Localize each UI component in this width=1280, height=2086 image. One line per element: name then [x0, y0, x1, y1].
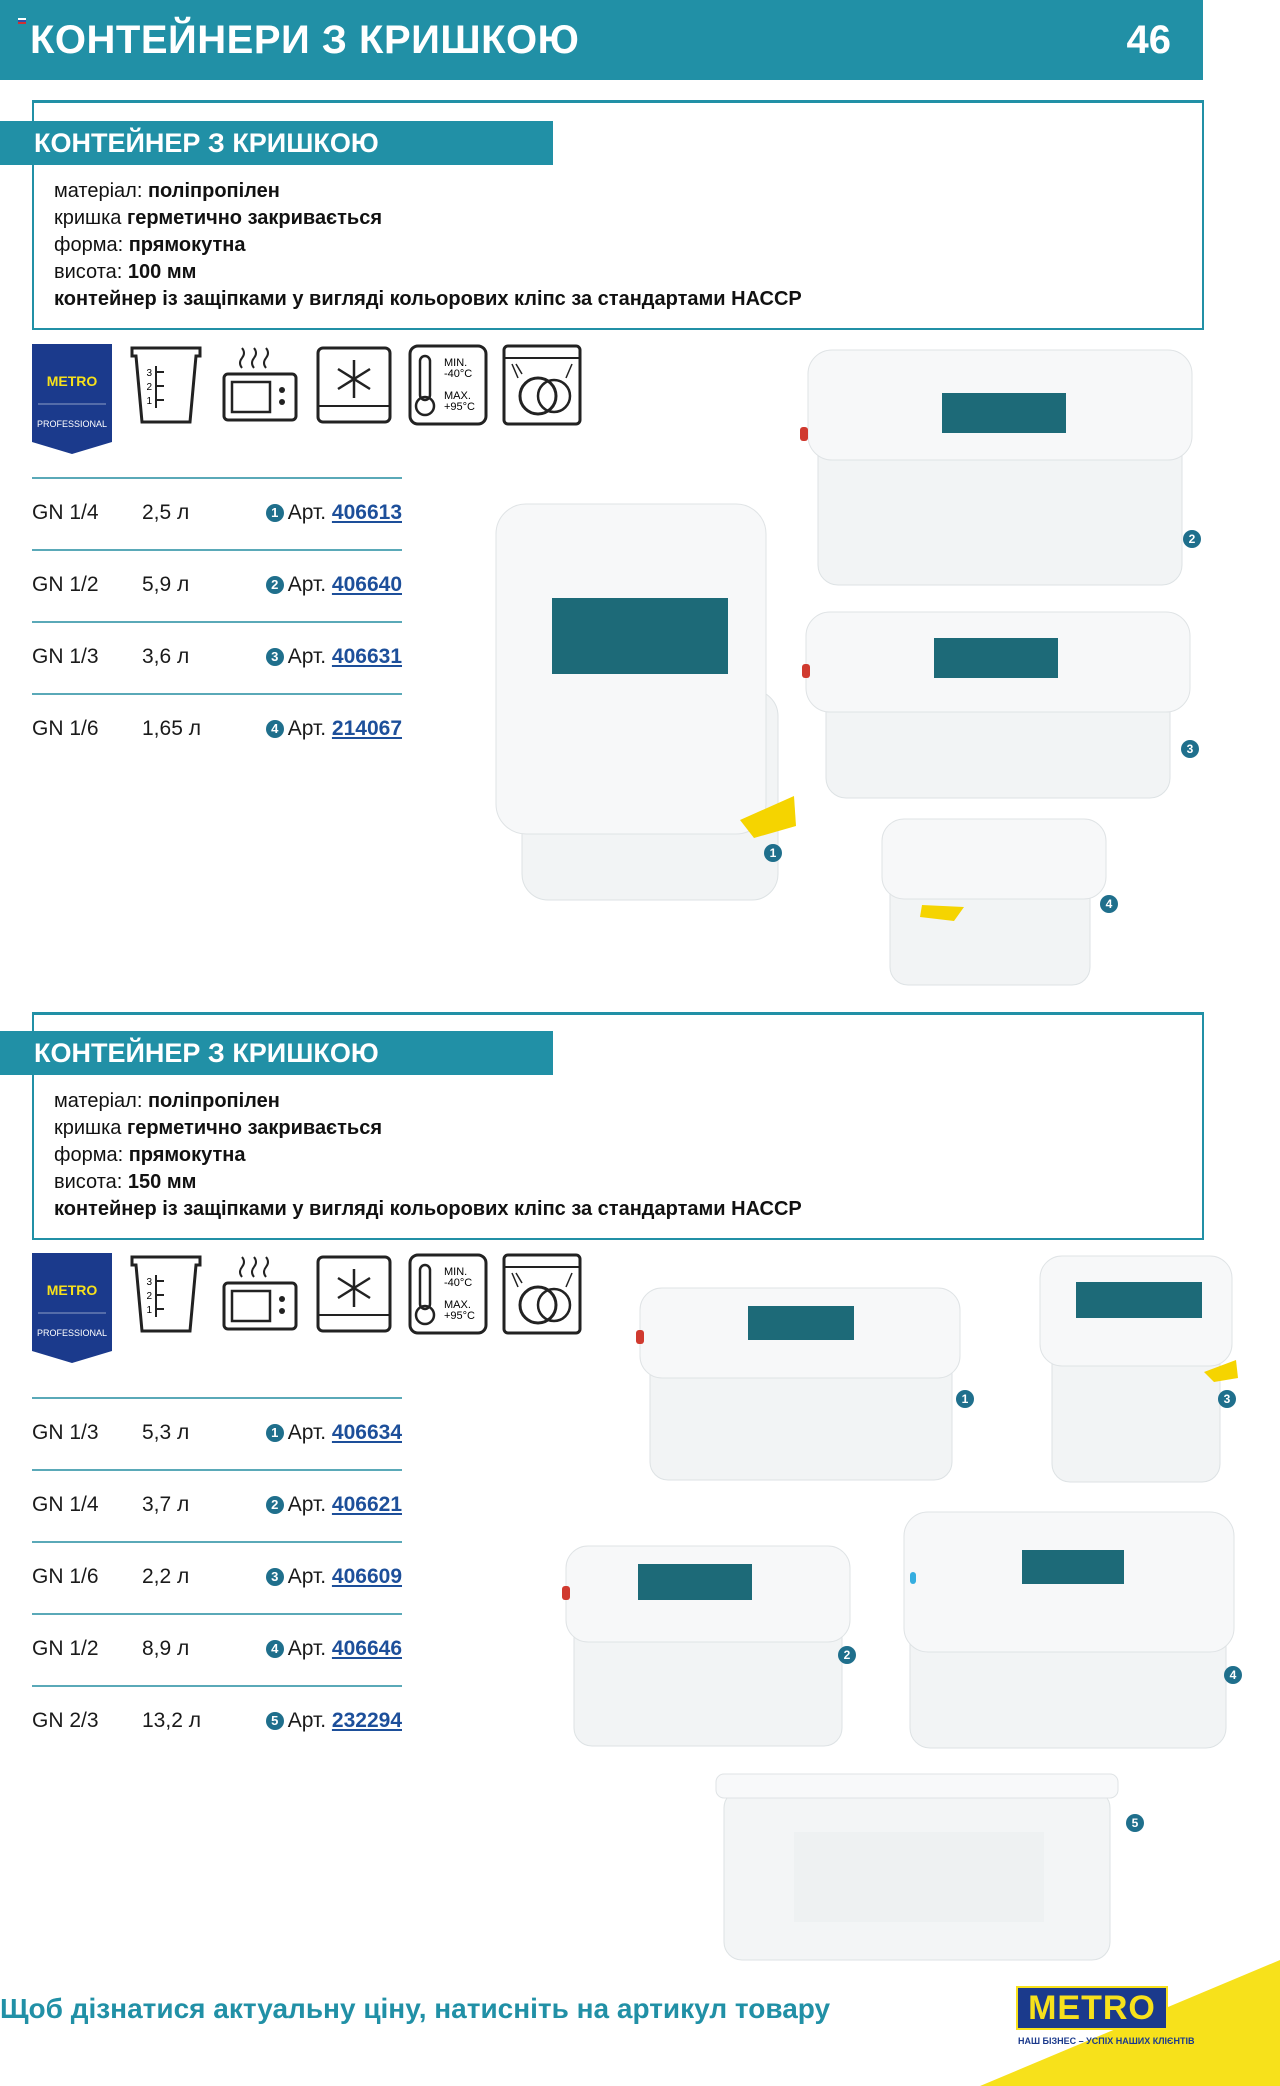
svg-text:METRO: METRO: [46, 373, 98, 389]
svg-text:2: 2: [146, 1291, 152, 1302]
product-number-badge: 2: [838, 1646, 856, 1664]
container-photo: [562, 1542, 854, 1750]
measuring-cup-icon: [126, 344, 206, 426]
svg-text:+95°C: +95°C: [444, 401, 476, 413]
container-photo: [1036, 1252, 1238, 1486]
container-photo: [880, 817, 1110, 990]
page-title: КОНТЕЙНЕРИ З КРИШКОЮ: [30, 18, 580, 62]
container-photo: [636, 1284, 966, 1484]
section-2-title: КОНТЕЙНЕР З КРИШКОЮ: [34, 1038, 379, 1068]
section-2-row-4: GN 1/2 8,9 л 4 Арт. 406646: [32, 1613, 402, 1685]
metro-professional-badge: [32, 344, 112, 454]
prop-lid: кришка герметично закривається: [54, 207, 382, 229]
article-link[interactable]: 406613: [331, 501, 402, 524]
microwave-icon: [220, 1253, 300, 1335]
svg-text:-40°C: -40°C: [444, 368, 473, 380]
svg-text:MAX.: MAX.: [444, 390, 471, 402]
metro-tagline: НАШ БІЗНЕС – УСПІХ НАШИХ КЛІЄНТІВ: [1018, 2036, 1195, 2046]
temperature-range-icon: [408, 1253, 488, 1335]
section-1-ribbon: [0, 121, 553, 165]
article-link[interactable]: 406609: [331, 1565, 402, 1588]
svg-text:MIN.: MIN.: [444, 357, 468, 369]
svg-text:MAX.: MAX.: [444, 1299, 471, 1311]
flag-icon: [18, 18, 26, 24]
svg-text:3: 3: [146, 368, 152, 379]
section-2-ribbon: [0, 1031, 553, 1075]
prop-height: висота: 150 мм: [54, 1171, 197, 1193]
container-photo: [800, 345, 1200, 590]
section-1-row-1: GN 1/4 2,5 л 1 Арт. 406613: [32, 477, 402, 549]
temperature-range-icon: [408, 344, 488, 426]
product-number-badge: 4: [1224, 1666, 1242, 1684]
article-link[interactable]: 406634: [331, 1421, 402, 1444]
product-number-badge: 3: [1181, 740, 1199, 758]
section-1-row-4: GN 1/6 1,65 л 4 Арт. 214067: [32, 693, 402, 765]
section-2-row-5: GN 2/3 13,2 л 5 Арт. 232294: [32, 1685, 402, 1757]
prop-material: матеріал: поліпропілен: [54, 180, 280, 202]
section-2-row-1: GN 1/3 5,3 л 1 Арт. 406634: [32, 1397, 402, 1469]
svg-text:2: 2: [146, 382, 152, 393]
metro-logo: METRO: [1016, 1986, 1168, 2030]
freezer-icon: [314, 344, 394, 426]
article-link[interactable]: 406640: [331, 573, 402, 596]
product-number-badge: 4: [1100, 895, 1118, 913]
prop-shape: форма: прямокутна: [54, 1144, 246, 1166]
measuring-cup-icon: [126, 1253, 206, 1335]
product-number-badge: 3: [1218, 1390, 1236, 1408]
product-number-badge: 2: [1183, 530, 1201, 548]
prop-height: висота: 100 мм: [54, 261, 197, 283]
container-photo: [714, 1772, 1120, 1964]
container-photo: [900, 1508, 1240, 1752]
svg-text:MIN.: MIN.: [444, 1266, 468, 1278]
microwave-icon: [220, 344, 300, 426]
footer-call-to-action: Щоб дізнатися актуальну ціну, натисніть на артикул товару: [0, 1993, 831, 2024]
svg-text:1: 1: [146, 396, 152, 407]
svg-text:+95°C: +95°C: [444, 1310, 476, 1322]
product-number-badge: 1: [956, 1390, 974, 1408]
page-header: [0, 0, 1203, 80]
svg-text:PROFESSIONAL: PROFESSIONAL: [36, 1328, 108, 1338]
article-link[interactable]: 406621: [331, 1493, 402, 1516]
svg-text:3: 3: [146, 1277, 152, 1288]
freezer-icon: [314, 1253, 394, 1335]
article-link[interactable]: 406631: [331, 645, 402, 668]
section-2-props: [54, 1088, 802, 1223]
section-2-row-3: GN 1/6 2,2 л 3 Арт. 406609: [32, 1541, 402, 1613]
article-link[interactable]: 406646: [331, 1637, 402, 1660]
article-link[interactable]: 232294: [331, 1709, 402, 1732]
svg-text:1: 1: [146, 1305, 152, 1316]
page-number: 46: [1126, 18, 1171, 62]
section-1-feature-icons: [32, 344, 592, 434]
section-2-feature-icons: [32, 1253, 592, 1343]
prop-shape: форма: прямокутна: [54, 234, 246, 256]
metro-professional-badge: [32, 1253, 112, 1363]
dishwasher-icon: [502, 344, 582, 426]
svg-text:METRO: METRO: [46, 1282, 98, 1298]
prop-lid: кришка герметично закривається: [54, 1117, 382, 1139]
container-photo: [802, 608, 1194, 803]
prop-note: контейнер із защіпками у вигляді кольорових кліпс за стандартами НАССР: [54, 1198, 802, 1220]
svg-text:PROFESSIONAL: PROFESSIONAL: [36, 419, 108, 429]
product-number-badge: 1: [764, 844, 782, 862]
section-1-props: [54, 178, 802, 313]
article-link[interactable]: 214067: [331, 717, 402, 740]
section-2-row-2: GN 1/4 3,7 л 2 Арт. 406621: [32, 1469, 402, 1541]
section-1-row-3: GN 1/3 3,6 л 3 Арт. 406631: [32, 621, 402, 693]
container-photo: [492, 500, 798, 905]
product-number-badge: 5: [1126, 1814, 1144, 1832]
dishwasher-icon: [502, 1253, 582, 1335]
section-1-title: КОНТЕЙНЕР З КРИШКОЮ: [34, 128, 379, 158]
prop-note: контейнер із защіпками у вигляді кольорових кліпс за стандартами НАССР: [54, 288, 802, 310]
section-1-row-2: GN 1/2 5,9 л 2 Арт. 406640: [32, 549, 402, 621]
svg-text:-40°C: -40°C: [444, 1277, 473, 1289]
prop-material: матеріал: поліпропілен: [54, 1090, 280, 1112]
